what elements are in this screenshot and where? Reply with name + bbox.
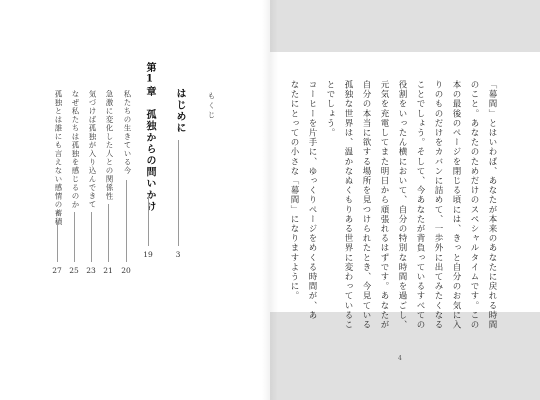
toc-leader bbox=[178, 140, 179, 246]
toc-entry-page: 20 bbox=[121, 266, 131, 275]
toc-entry-label: 孤独とは誰にも言えない感情の蓄積 bbox=[54, 90, 63, 226]
body-text-line: 本の最後のページを閉じる頃には、きっと自分のお気に入 bbox=[451, 80, 461, 330]
body-text-line: りのものだけをカバンに詰めて、一歩外に出てみたくなる bbox=[433, 80, 443, 330]
top-gray-margin bbox=[270, 0, 540, 52]
body-text-line: コーヒーを片手に、ゆっくりページをめくる時間が、あ bbox=[307, 80, 317, 320]
toc-title: もくじ bbox=[207, 92, 216, 121]
toc-entry-page: 23 bbox=[86, 266, 96, 275]
toc-entry-label: はじめに bbox=[174, 88, 185, 134]
body-text-line: 「幕間」とはいわば、あなたが本来のあなたに戻れる時間 bbox=[487, 80, 497, 330]
toc-leader bbox=[108, 204, 109, 262]
body-text-line: なたにとっての小さな「幕間」になりますように。 bbox=[289, 80, 299, 301]
toc-entry-label: 急激に変化した人との関係性 bbox=[105, 90, 114, 201]
toc-chapter-heading: 第1章 孤独からの問いかけ bbox=[144, 62, 155, 213]
toc-leader bbox=[126, 180, 127, 262]
toc-entry-page: 25 bbox=[69, 266, 79, 275]
toc-entry-page: 19 bbox=[143, 250, 153, 259]
page-number: 4 bbox=[398, 355, 402, 362]
body-text-line: 元気を充電してまた明日から頑張れるはずです。あなたが bbox=[379, 80, 389, 330]
body-text-line: 自分の本当に欲する場所を見つけられたとき、今見ている bbox=[361, 80, 371, 330]
toc-entry-label: 気づけば孤独が入り込んできて bbox=[88, 90, 97, 209]
body-text-line: とでしょう。 bbox=[325, 80, 335, 138]
body-text-line: 役割をいったん横において、自分の特別な時間を過ごし、 bbox=[397, 80, 407, 330]
toc-entry-page: 3 bbox=[175, 250, 181, 259]
body-text-line: ことでしょう。そして、今あなたが背負っているすべての bbox=[415, 80, 425, 330]
toc-leader bbox=[91, 212, 92, 262]
toc-leader bbox=[148, 196, 149, 246]
toc-entry-page: 27 bbox=[52, 266, 62, 275]
toc-leader bbox=[57, 222, 58, 262]
body-text-line: のこと。あなたのためだけのスペシャルタイムです。この bbox=[469, 80, 479, 330]
toc-entry-label: なぜ私たちは孤独を感じるのか bbox=[71, 90, 80, 209]
body-text-line: 孤独な世界は、温かなぬくもりある世界に変わっているこ bbox=[343, 80, 353, 330]
toc-entry-page: 21 bbox=[103, 266, 113, 275]
toc-entry-label: 私たちの生きている今 bbox=[123, 90, 132, 175]
toc-leader bbox=[74, 212, 75, 262]
